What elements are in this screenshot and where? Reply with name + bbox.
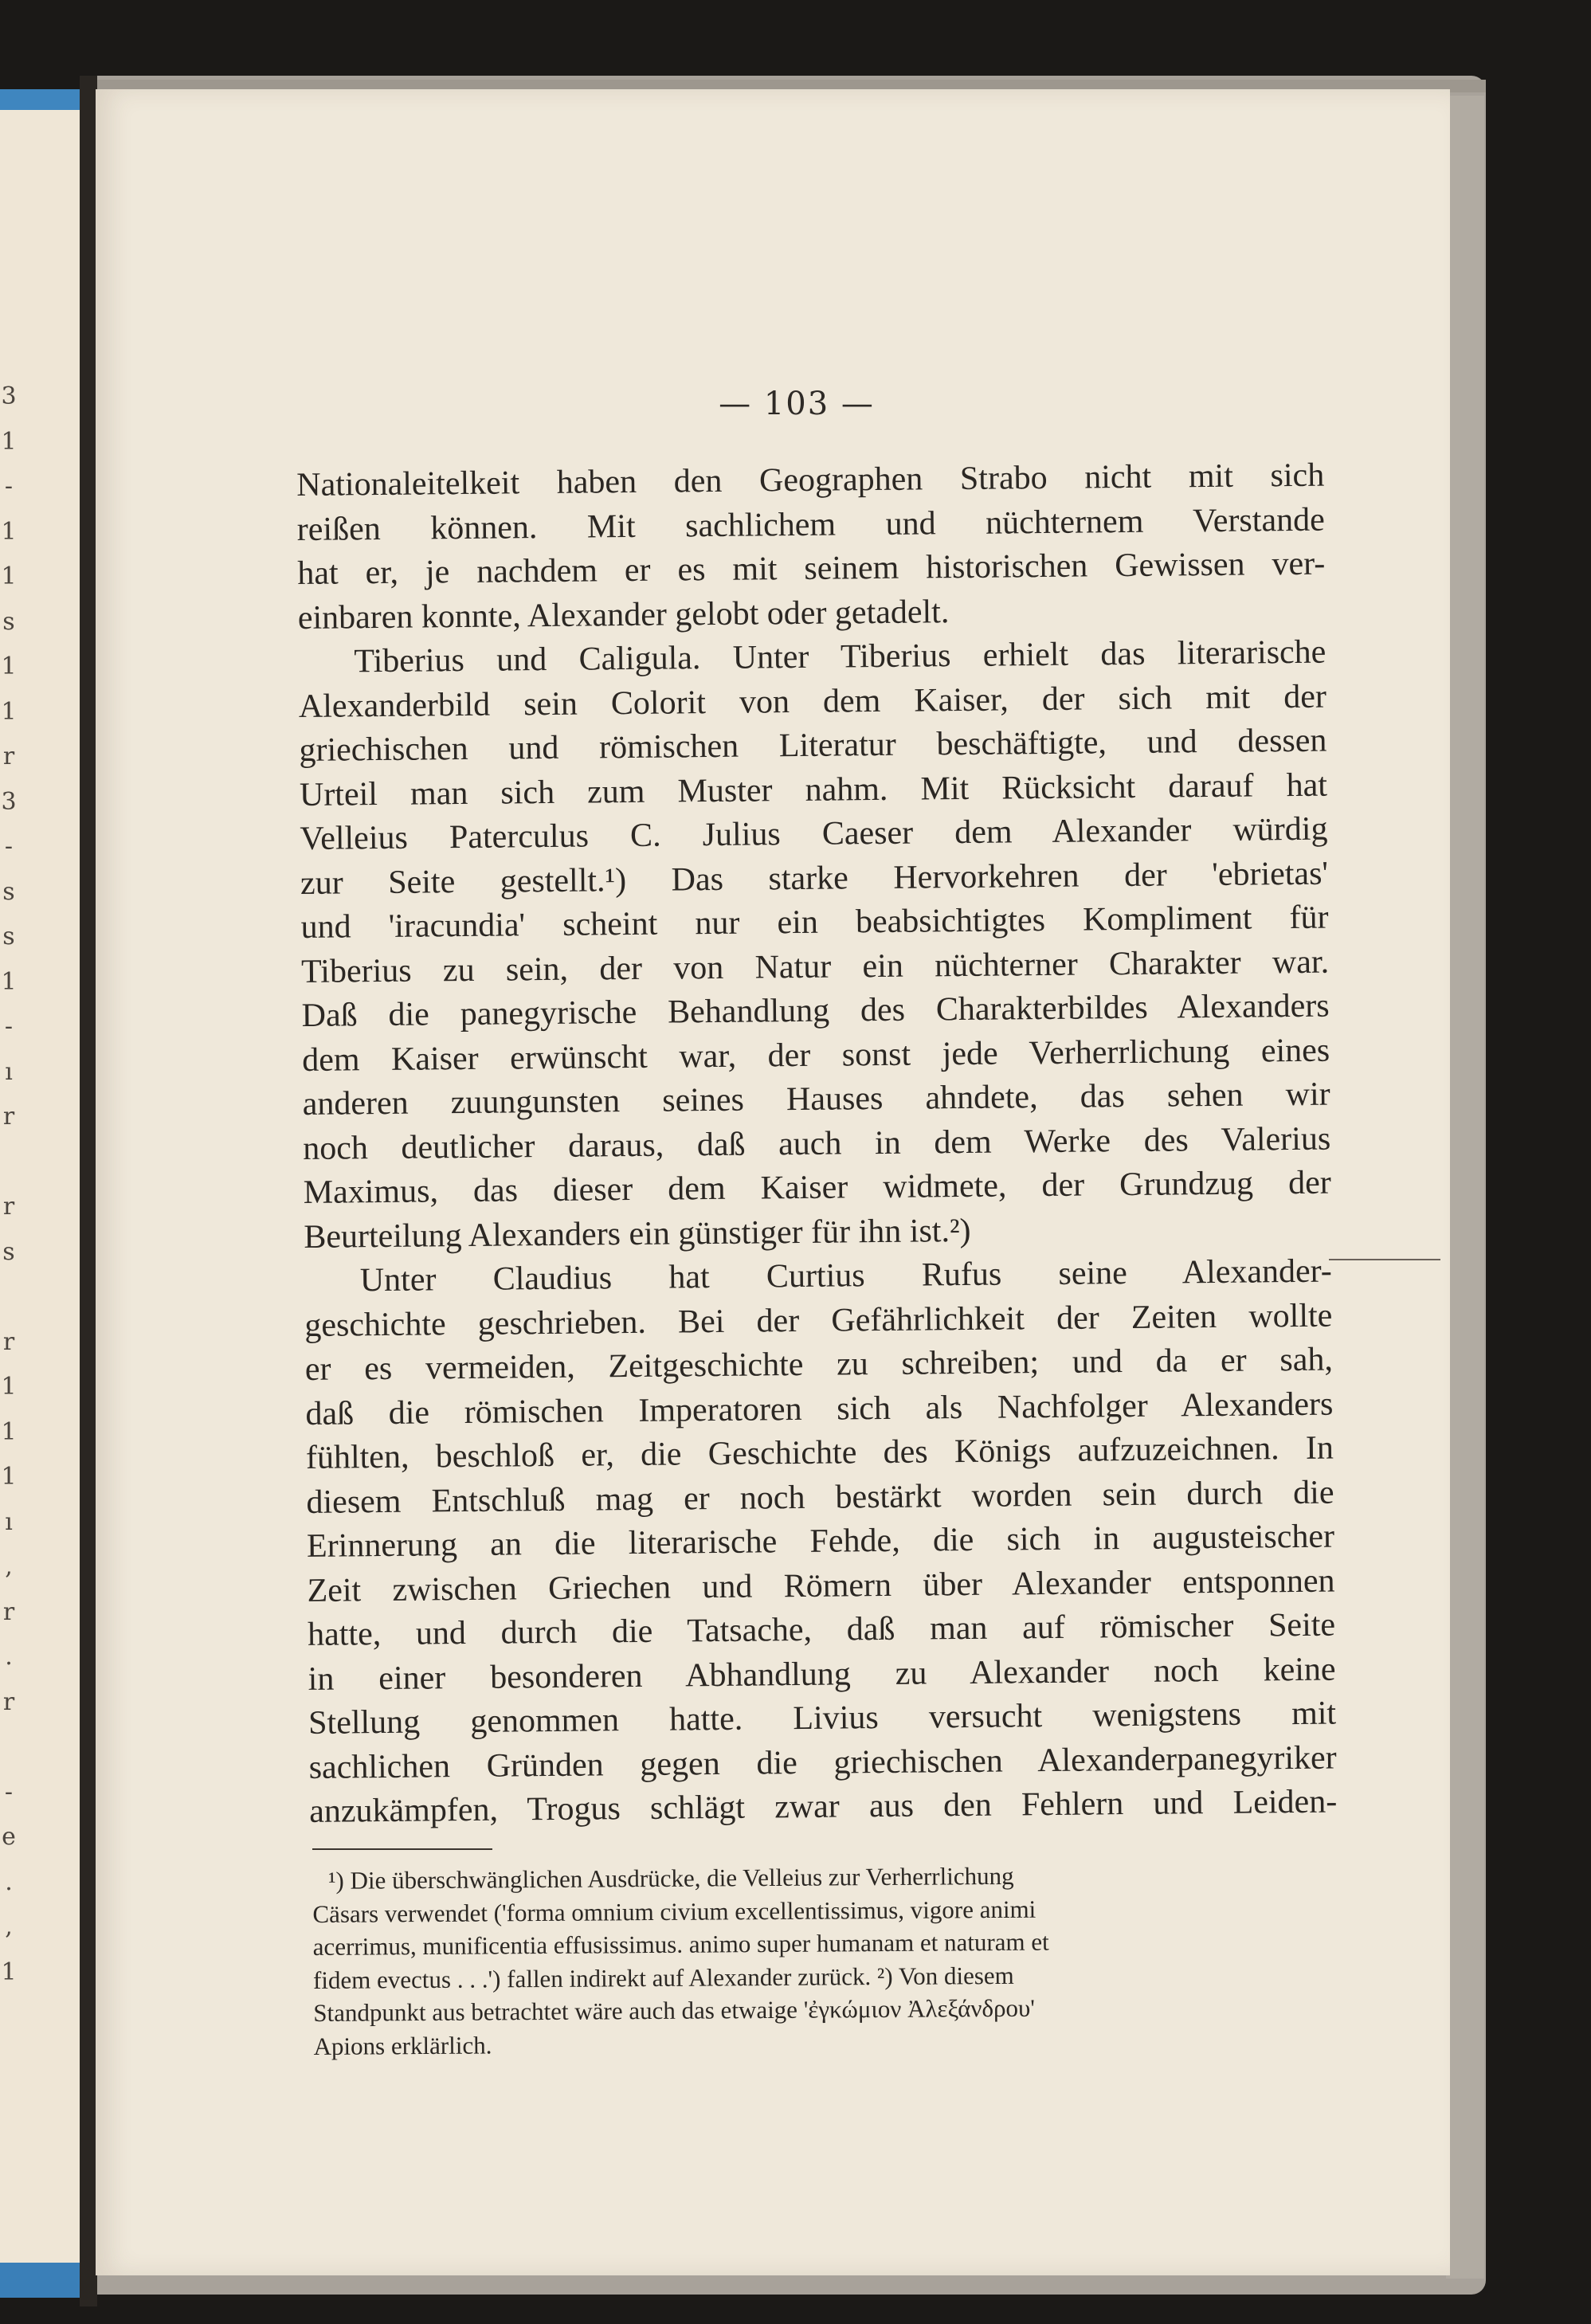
footnotes xyxy=(312,1857,1332,2063)
book-page xyxy=(96,89,1450,2275)
facing-page-fragment: 1 xyxy=(1,1417,17,1446)
facing-page-fragment: ı xyxy=(5,1507,13,1536)
body-line: Velleius Paterculus C. Julius Caeser dem Alexander würdig xyxy=(300,810,1328,857)
footnote-line: Standpunkt aus betrachtet wäre auch das etwaige 'ἐγκώμιον Ἀλεξάνδρου' xyxy=(313,1993,1036,2027)
body-line: Zeit zwischen Griechen und Römern über Alexander entsponnen xyxy=(307,1562,1335,1609)
board-edge-right xyxy=(1446,96,1484,2279)
margin-pencil-mark xyxy=(1329,1259,1440,1260)
facing-page-fragment: . xyxy=(5,1867,13,1896)
facing-page-fragment: 3 xyxy=(1,787,17,816)
body-line: Unter Claudius hat Curtius Rufus seine Alexander- xyxy=(359,1252,1333,1299)
book-gutter xyxy=(80,76,97,2306)
footnote-line: ¹) Die überschwänglichen Ausdrücke, die Velleius zur Verherrlichung xyxy=(328,1861,1014,1895)
facing-page-fragment: 1 xyxy=(1,967,17,996)
facing-page-fragment: . xyxy=(5,1643,13,1671)
facing-page-fragment xyxy=(0,1275,18,1320)
body-line: noch deutlicher daraus, daß auch in dem Werke des Valerius xyxy=(303,1120,1331,1167)
body-line: diesem Entschluß mag er noch bestärkt worden sein durch die xyxy=(306,1474,1334,1521)
body-line: und 'iracundia' scheint nur ein beabsichtigtes Kompliment für xyxy=(300,899,1329,946)
footnote-line: acerrimus, munificentia effusissimus. animo super humanam et naturam et xyxy=(312,1927,1049,1961)
body-line: Beurteilung Alexanders ein günstiger für ihn ist.²) xyxy=(304,1212,971,1256)
facing-page-fragment: s xyxy=(2,1237,15,1266)
body-line: fühlten, beschloß er, die Geschichte des Königs aufzuzeichnen. In xyxy=(305,1429,1334,1476)
facing-page-fragment: 1 xyxy=(1,1463,17,1491)
facing-page-fragment: 3 xyxy=(1,382,17,410)
footnote-separator xyxy=(312,1848,492,1850)
facing-page-fragment: 1 xyxy=(1,562,17,590)
facing-page-fragment: - xyxy=(4,1777,14,1806)
body-line: Urteil man sich zum Muster nahm. Mit Rücksicht darauf hat xyxy=(299,766,1328,813)
facing-page-fragment: r xyxy=(2,1193,15,1221)
facing-page-fragment: s xyxy=(2,877,15,906)
body-line: in einer besonderen Abhandlung zu Alexander noch keine xyxy=(308,1651,1336,1698)
body-line: anderen zuungunsten seines Hauses ahndete, das sehen wir xyxy=(302,1076,1330,1123)
facing-page-fragment: e xyxy=(2,1823,16,1851)
facing-page-fragment: s xyxy=(2,607,15,636)
body-line: einbaren konnte, Alexander gelobt oder getadelt. xyxy=(297,593,950,637)
facing-page-fragment: 1 xyxy=(1,1958,17,1986)
body-line: er es vermeiden, Zeitgeschichte zu schreiben; und da er sah, xyxy=(304,1341,1334,1388)
facing-page-fragment: 1 xyxy=(1,517,17,546)
facing-page-fragment: , xyxy=(5,1913,13,1941)
facing-page-fragment: r xyxy=(2,1103,15,1131)
facing-page-fragment: - xyxy=(4,472,14,500)
facing-page-fragment: , xyxy=(5,1553,13,1581)
body-line: dem Kaiser erwünscht war, der sonst jede Verherrlichung eines xyxy=(301,1032,1330,1079)
facing-page-fragment: r xyxy=(2,1597,15,1626)
body-line: griechischen und römischen Literatur beschäftigte, und dessen xyxy=(299,722,1327,769)
footnote-line: fidem evectus . . .') fallen indirekt auf Alexander zurück. ²) Von diesem xyxy=(312,1961,1014,1994)
body-line: Daß die panegyrische Behandlung des Charakterbildes Alexanders xyxy=(301,987,1330,1034)
body-line: anzukämpfen, Trogus schlägt zwar aus den Fehlern und Leiden- xyxy=(309,1783,1338,1830)
facing-page-fragment: r xyxy=(2,1327,15,1356)
facing-page-fragment xyxy=(0,1140,18,1186)
body-line: daß die römischen Imperatoren sich als Nachfolger Alexanders xyxy=(305,1385,1334,1432)
facing-page-fragment: - xyxy=(4,1013,14,1041)
body-line: Nationaleitelkeit haben den Geographen Strabo nicht mit sich xyxy=(296,457,1325,504)
body-line: Erinnerung an die literarische Fehde, die sich in augusteischer xyxy=(306,1518,1335,1565)
page-number: — 103 — xyxy=(719,386,875,422)
body-text xyxy=(296,454,1337,1835)
facing-page-fragment: 1 xyxy=(1,697,17,726)
body-line: geschichte geschrieben. Bei der Gefährlichkeit der Zeiten wollte xyxy=(304,1297,1333,1344)
footnote-line: Apions erklärlich. xyxy=(313,2030,492,2060)
facing-page-fragment: - xyxy=(4,833,14,860)
facing-page-fragment: 1 xyxy=(1,653,17,680)
body-line: Tiberius und Caligula. Unter Tiberius erhielt das literarische xyxy=(354,633,1326,680)
body-line: sachlichen Gründen gegen die griechischen Alexanderpanegyriker xyxy=(308,1739,1337,1786)
body-line: zur Seite gestellt.¹) Das starke Hervorkehren der 'ebrietas' xyxy=(300,855,1329,902)
cover-edge-bottom xyxy=(0,2263,89,2298)
body-line: Tiberius zu sein, der von Natur ein nüchterner Charakter war. xyxy=(300,943,1330,990)
facing-page-fragment: s xyxy=(2,923,15,950)
body-line: Maximus, das dieser dem Kaiser widmete, der Grundzug der xyxy=(303,1164,1331,1211)
body-line: Alexanderbild sein Colorit von dem Kaiser, der sich mit der xyxy=(298,678,1327,725)
facing-page-fragment: ı xyxy=(5,1057,13,1086)
facing-page-line-ends xyxy=(0,374,18,2048)
cover-edge-top xyxy=(0,89,89,110)
facing-page-fragment xyxy=(0,1725,18,1770)
facing-page-fragment: r xyxy=(2,743,15,770)
footnote-line: Cäsars verwendet ('forma omnium civium excellentissimus, vigore animi xyxy=(312,1895,1037,1928)
facing-page-fragment: 1 xyxy=(1,1373,17,1401)
facing-page-fragment: 1 xyxy=(1,427,17,456)
body-line: hatte, und durch die Tatsache, daß man auf römischer Seite xyxy=(307,1606,1336,1653)
body-line: hat er, je nachdem er es mit seinem historischen Gewissen ver- xyxy=(297,545,1326,592)
body-line: reißen können. Mit sachlichem und nüchternem Verstande xyxy=(296,501,1325,548)
body-line: Stellung genommen hatte. Livius versucht wenigstens mit xyxy=(308,1695,1337,1742)
facing-page-fragment: r xyxy=(2,1687,15,1716)
